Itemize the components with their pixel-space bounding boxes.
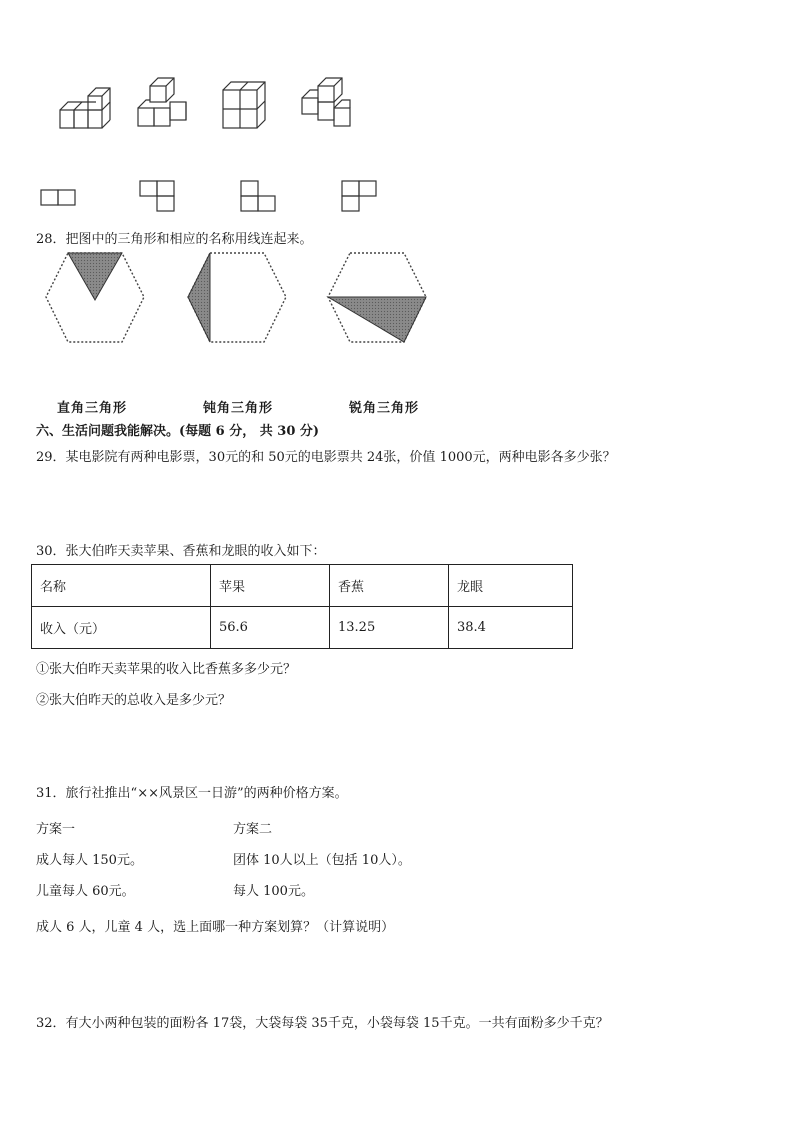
hexagon-3 (328, 253, 426, 342)
question-30-sub1: ①张大伯昨天卖苹果的收入比香蕉多多少元？ (36, 662, 297, 677)
view-shapes-figure (38, 178, 383, 218)
table-header-cell: 香蕉 (330, 565, 449, 607)
plan1-line1: 成人每人 150元。 (36, 853, 143, 868)
view-shape-1 (41, 190, 75, 205)
table-cell: 56.6 (211, 607, 330, 649)
table-row (32, 565, 573, 607)
question-29: 29．某电影院有两种电影票，30元的和 50元的电影票共 24张，价值 1000元，两种电影各多少张？ (36, 450, 616, 465)
table-cell: 13.25 (330, 607, 449, 649)
cube-solids-figure (40, 72, 370, 134)
hexagon-triangles-figure (38, 250, 438, 348)
triangle-label-obtuse: 钝角三角形 (203, 401, 274, 416)
plan1-title: 方案一 (36, 822, 76, 837)
table-header-cell: 名称 (32, 565, 211, 607)
section-6-heading: 六、生活问题我能解决。(每题 6 分， 共 30 分) (36, 424, 320, 439)
cube-solid-4 (302, 78, 350, 126)
view-shape-4 (342, 181, 376, 211)
question-28: 28．把图中的三角形和相应的名称用线连起来。 (36, 232, 313, 247)
table-header-cell: 苹果 (211, 565, 330, 607)
plan2-line2: 每人 100元。 (233, 884, 314, 899)
table-cell: 38.4 (449, 607, 573, 649)
cube-solid-2 (138, 78, 186, 126)
question-31: 31．旅行社推出“××风景区一日游”的两种价格方案。 (36, 786, 348, 801)
question-30-sub2: ②张大伯昨天的总收入是多少元？ (36, 693, 232, 708)
table-header-cell: 龙眼 (449, 565, 573, 607)
view-shape-3 (241, 181, 275, 211)
cube-solid-1 (60, 88, 110, 128)
hexagon-2 (188, 253, 286, 342)
plan2-title: 方案二 (233, 822, 273, 837)
question-32: 32．有大小两种包装的面粉各 17袋，大袋每袋 35千克，小袋每袋 15千克。一共有面粉多少千克？ (36, 1016, 609, 1031)
table-row (32, 607, 573, 649)
hexagon-1 (46, 253, 144, 342)
income-table (31, 564, 573, 649)
view-shape-2 (140, 181, 174, 211)
question-30: 30．张大伯昨天卖苹果、香蕉和龙眼的收入如下： (36, 544, 326, 559)
question-31-ask: 成人 6 人，儿童 4 人，选上面哪一种方案划算？（计算说明） (36, 920, 395, 935)
triangle-label-acute: 锐角三角形 (349, 401, 420, 416)
plan2-line1: 团体 10人以上（包括 10人）。 (233, 853, 411, 868)
plan1-line2: 儿童每人 60元。 (36, 884, 135, 899)
cube-solid-3 (223, 82, 265, 128)
triangle-label-right: 直角三角形 (57, 401, 128, 416)
table-cell: 收入（元） (32, 607, 211, 649)
